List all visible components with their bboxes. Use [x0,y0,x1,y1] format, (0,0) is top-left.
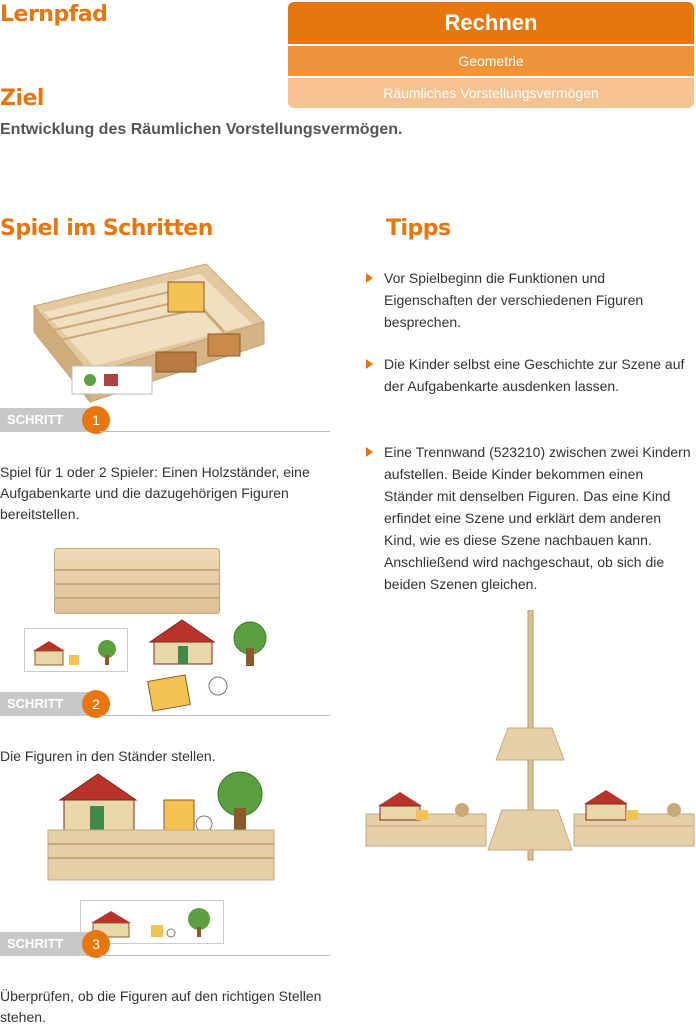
schritt-number: 2 [82,690,110,718]
step-3-text: Überprüfen, ob die Figuren auf den richtigen Stellen stehen. [0,988,322,1024]
step-1-text: Spiel für 1 oder 2 Spieler: Einen Holzständer, eine Aufgabenkarte und die dazugehörigen Figuren bereitstellen. [0,464,310,522]
tip-text: Vor Spielbeginn die Funktionen und Eigenschaften der verschiedenen Figuren besprechen. [384,270,644,330]
wooden-box-image [28,262,268,408]
schritt-1 [0,408,330,432]
schritt-number: 3 [82,930,110,958]
step-2-text: Die Figuren in den Ständer stellen. [0,748,216,764]
tip-item [364,267,694,333]
ziel-text: Entwicklung des Räumlichen Vorstellungsvermögen. [0,121,403,138]
schritt-divider [100,431,330,432]
wooden-stand-image [54,548,220,614]
task-card-image [24,628,128,672]
subject-box [288,2,694,108]
tip-item [364,353,694,397]
subject-area: Geometrie [288,46,694,76]
arrow-right-icon [366,273,373,283]
arrow-right-icon [366,447,373,457]
schritt-number: 1 [82,406,110,434]
schritt-label: SCHRITT [0,408,88,432]
tip-text: Eine Trennwand (523210) zwischen zwei Kindern aufstellen. Beide Kinder bekommen einen Ständer mit denselben Figuren. Das eine Kind erfindet eine Szene und erklärt dem anderen Kind, wie es diese Szene nachbauen kann. Anschließend wird nachgeschaut, ob sich die beiden Szenen gleichen. [384,444,691,592]
lernpfad-label: Lernpfad [0,2,108,27]
arrow-right-icon [366,359,373,369]
subject-title: Rechnen [288,2,694,44]
schritt-2 [0,692,330,716]
partition-wall-image [362,610,696,862]
tip-item [364,441,694,595]
schritt-divider [100,955,330,956]
stand-with-figures-image [46,770,276,882]
ziel-heading: Ziel [0,86,44,111]
subject-topic: Räumliches Vorstellungsvermögen [288,78,694,108]
schritt-label: SCHRITT [0,692,88,716]
tipps-heading: Tipps [386,216,451,241]
schritt-divider [100,715,330,716]
spiel-heading: Spiel im Schritten [0,216,213,241]
tip-text: Die Kinder selbst eine Geschichte zur Szene auf der Aufgabenkarte ausdenken lassen. [384,356,685,394]
schritt-3 [0,932,330,956]
schritt-label: SCHRITT [0,932,88,956]
